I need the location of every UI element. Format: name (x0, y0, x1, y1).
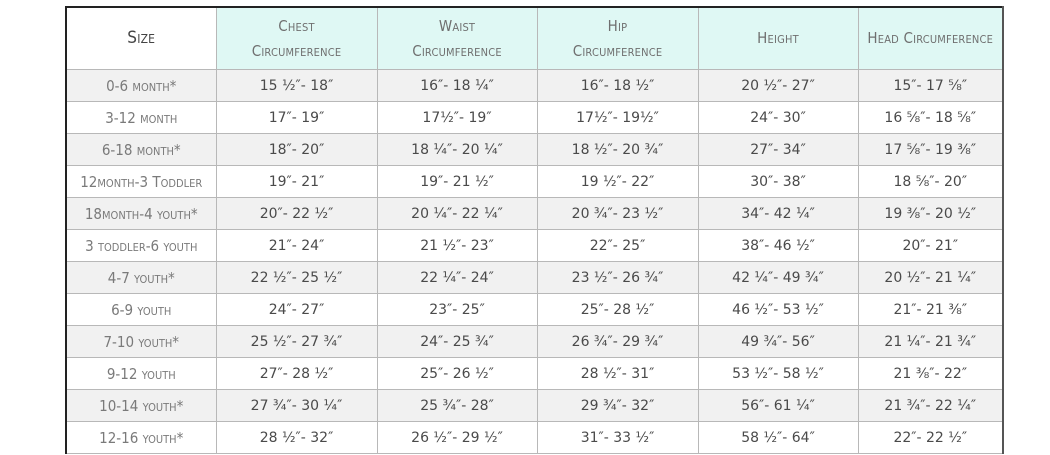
cell-head-circumference: 19 ⅜″- 20 ½″ (858, 198, 1003, 230)
cell-height: 53 ½″- 58 ½″ (698, 358, 858, 390)
header-height: Height (698, 7, 858, 70)
cell-chest: 19″- 21″ (216, 166, 377, 198)
header-chest-circumference: Chest Circumference (216, 7, 377, 70)
cell-waist: 25 ¾″- 28″ (377, 390, 537, 422)
table-body (66, 70, 1003, 454)
table-row (66, 326, 1003, 358)
cell-size: 6-18 month* (66, 134, 216, 166)
cell-waist: 25″- 26 ½″ (377, 358, 537, 390)
cell-hip: 23 ½″- 26 ¾″ (537, 262, 698, 294)
cell-height: 24″- 30″ (698, 102, 858, 134)
cell-size: 6-9 youth (66, 294, 216, 326)
table-row (66, 262, 1003, 294)
cell-waist: 18 ¼″- 20 ¼″ (377, 134, 537, 166)
cell-chest: 27″- 28 ½″ (216, 358, 377, 390)
cell-waist: 26 ½″- 29 ½″ (377, 422, 537, 454)
cell-waist: 19″- 21 ½″ (377, 166, 537, 198)
cell-head-circumference: 20″- 21″ (858, 230, 1003, 262)
cell-size: 3 toddler-6 youth (66, 230, 216, 262)
table-row (66, 166, 1003, 198)
table-row (66, 134, 1003, 166)
cell-chest: 18″- 20″ (216, 134, 377, 166)
cell-size: 12month-3 Toddler (66, 166, 216, 198)
cell-chest: 17″- 19″ (216, 102, 377, 134)
cell-waist: 17½″- 19″ (377, 102, 537, 134)
cell-waist: 20 ¼″- 22 ¼″ (377, 198, 537, 230)
cell-head-circumference: 22″- 22 ½″ (858, 422, 1003, 454)
table-row (66, 422, 1003, 454)
cell-head-circumference: 21 ⅜″- 22″ (858, 358, 1003, 390)
cell-size: 0-6 month* (66, 70, 216, 102)
cell-hip: 26 ¾″- 29 ¾″ (537, 326, 698, 358)
cell-height: 42 ¼″- 49 ¾″ (698, 262, 858, 294)
cell-head-circumference: 15″- 17 ⅝″ (858, 70, 1003, 102)
cell-height: 46 ½″- 53 ½″ (698, 294, 858, 326)
cell-hip: 19 ½″- 22″ (537, 166, 698, 198)
table-row (66, 294, 1003, 326)
cell-waist: 16″- 18 ¼″ (377, 70, 537, 102)
cell-height: 56″- 61 ¼″ (698, 390, 858, 422)
cell-size: 10-14 youth* (66, 390, 216, 422)
cell-size: 7-10 youth* (66, 326, 216, 358)
header-head-circumference: Head Circumference (858, 7, 1003, 70)
cell-head-circumference: 20 ½″- 21 ¼″ (858, 262, 1003, 294)
cell-hip: 16″- 18 ½″ (537, 70, 698, 102)
cell-chest: 15 ½″- 18″ (216, 70, 377, 102)
cell-height: 20 ½″- 27″ (698, 70, 858, 102)
cell-chest: 27 ¾″- 30 ¼″ (216, 390, 377, 422)
cell-head-circumference: 21 ¾″- 22 ¼″ (858, 390, 1003, 422)
cell-hip: 18 ½″- 20 ¾″ (537, 134, 698, 166)
table-row (66, 390, 1003, 422)
cell-chest: 25 ½″- 27 ¾″ (216, 326, 377, 358)
cell-height: 38″- 46 ½″ (698, 230, 858, 262)
header-waist-circumference: Waist Circumference (377, 7, 537, 70)
cell-head-circumference: 18 ⅝″- 20″ (858, 166, 1003, 198)
cell-height: 34″- 42 ¼″ (698, 198, 858, 230)
table-row (66, 230, 1003, 262)
size-chart (65, 6, 1004, 454)
table-row (66, 102, 1003, 134)
cell-hip: 25″- 28 ½″ (537, 294, 698, 326)
cell-chest: 22 ½″- 25 ½″ (216, 262, 377, 294)
cell-waist: 23″- 25″ (377, 294, 537, 326)
cell-size: 12-16 youth* (66, 422, 216, 454)
cell-height: 49 ¾″- 56″ (698, 326, 858, 358)
cell-head-circumference: 21″- 21 ⅜″ (858, 294, 1003, 326)
cell-chest: 21″- 24″ (216, 230, 377, 262)
cell-head-circumference: 17 ⅝″- 19 ⅜″ (858, 134, 1003, 166)
size-chart-table (65, 6, 1004, 454)
cell-hip: 22″- 25″ (537, 230, 698, 262)
cell-hip: 17½″- 19½″ (537, 102, 698, 134)
cell-waist: 24″- 25 ¾″ (377, 326, 537, 358)
cell-hip: 29 ¾″- 32″ (537, 390, 698, 422)
cell-chest: 28 ½″- 32″ (216, 422, 377, 454)
cell-hip: 20 ¾″- 23 ½″ (537, 198, 698, 230)
cell-height: 30″- 38″ (698, 166, 858, 198)
table-row (66, 358, 1003, 390)
cell-size: 4-7 youth* (66, 262, 216, 294)
cell-chest: 24″- 27″ (216, 294, 377, 326)
cell-waist: 21 ½″- 23″ (377, 230, 537, 262)
cell-hip: 31″- 33 ½″ (537, 422, 698, 454)
header-size: Size (66, 7, 216, 70)
cell-hip: 28 ½″- 31″ (537, 358, 698, 390)
cell-height: 58 ½″- 64″ (698, 422, 858, 454)
cell-chest: 20″- 22 ½″ (216, 198, 377, 230)
header-hip-circumference: Hip Circumference (537, 7, 698, 70)
cell-size: 9-12 youth (66, 358, 216, 390)
cell-size: 18month-4 youth* (66, 198, 216, 230)
table-row (66, 198, 1003, 230)
cell-size: 3-12 month (66, 102, 216, 134)
table-row (66, 70, 1003, 102)
cell-waist: 22 ¼″- 24″ (377, 262, 537, 294)
header-row (66, 7, 1003, 70)
cell-height: 27″- 34″ (698, 134, 858, 166)
cell-head-circumference: 16 ⅝″- 18 ⅝″ (858, 102, 1003, 134)
cell-head-circumference: 21 ¼″- 21 ¾″ (858, 326, 1003, 358)
